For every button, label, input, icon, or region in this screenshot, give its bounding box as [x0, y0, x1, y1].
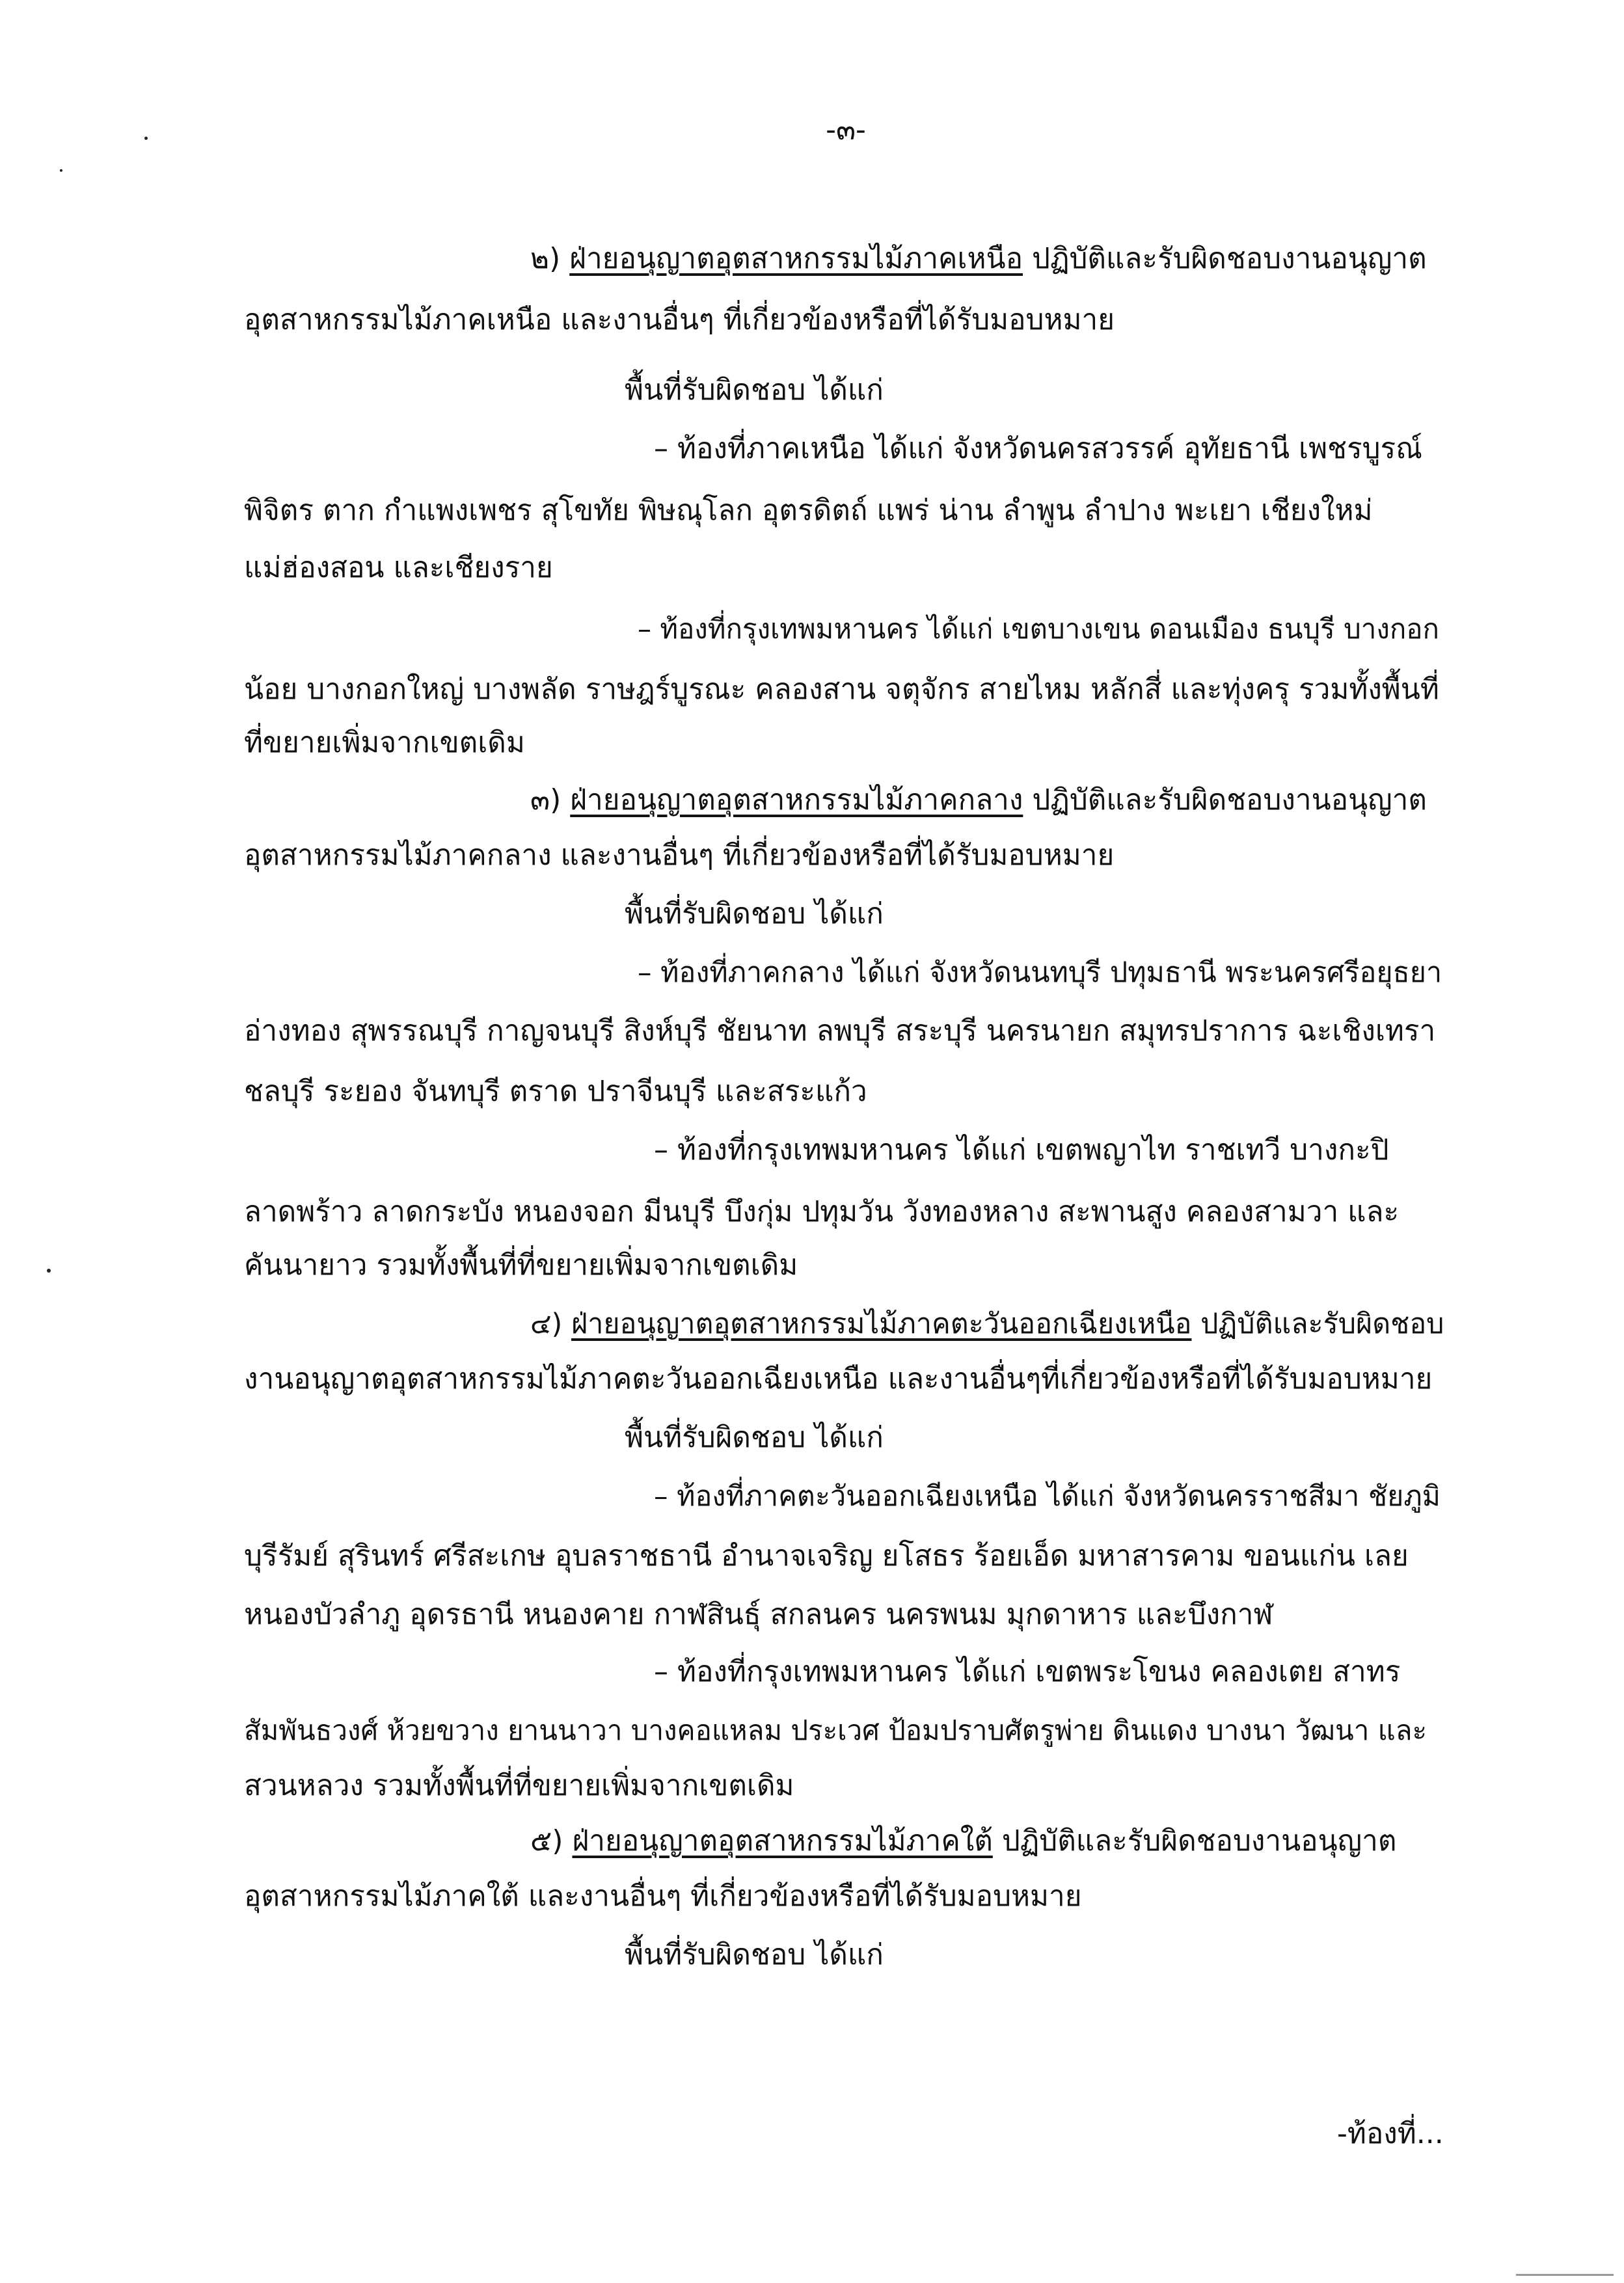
section-heading-line [530, 239, 1427, 278]
area-label: พื้นที่รับผิดชอบ ได้แก่ [625, 373, 884, 407]
scan-speck [1516, 2274, 1614, 2276]
bkk-area-line: คันนายาว รวมทั้งพื้นที่ที่ขยายเพิ่มจากเขตเดิม [244, 1249, 798, 1282]
area-label: พื้นที่รับผิดชอบ ได้แก่ [625, 1938, 884, 1971]
section-number: ๒) [530, 242, 561, 275]
bkk-area-line: น้อย บางกอกใหญ่ บางพลัด ราษฎร์บูรณะ คลองสาน จตุจักร สายไหม หลักสี่ และทุ่งครุ รวมทั้งพื้นที่ [244, 673, 1439, 706]
region-area-line: แม่ฮ่องสอน และเชียงราย [244, 551, 553, 584]
section-duty-continued: อุตสาหกรรมไม้ภาคเหนือ และงานอื่นๆ ที่เกี่ยวข้องหรือที่ได้รับมอบหมาย [244, 303, 1115, 336]
region-area-line: บุรีรัมย์ สุรินทร์ ศรีสะเกษ อุบลราชธานี อำนาจเจริญ ยโสธร ร้อยเอ็ด มหาสารคาม ขอนแก่น เลย [244, 1539, 1409, 1573]
section-heading: ฝ่ายอนุญาตอุตสาหกรรมไม้ภาคใต้ [572, 1824, 993, 1857]
region-area-first: – ท้องที่ภาคกลาง ได้แก่ จังหวัดนนทบุรี ปทุมธานี พระนครศรีอยุธยา [638, 956, 1442, 989]
section-heading-line [530, 781, 1427, 820]
section-duty: ปฏิบัติและรับผิดชอบงานอนุญาต [1001, 1824, 1397, 1857]
section-heading: ฝ่ายอนุญาตอุตสาหกรรมไม้ภาคเหนือ [569, 242, 1023, 275]
section-duty-continued: อุตสาหกรรมไม้ภาคกลาง และงานอื่นๆ ที่เกี่ยวข้องหรือที่ได้รับมอบหมาย [244, 839, 1115, 872]
continuation-marker: -ท้องที่... [1337, 2117, 1444, 2150]
region-area-first: – ท้องที่ภาคตะวันออกเฉียงเหนือ ได้แก่ จังหวัดนครราชสีมา ชัยภูมิ [654, 1480, 1441, 1513]
region-area-first: – ท้องที่ภาคเหนือ ได้แก่ จังหวัดนครสวรรค์ อุทัยธานี เพชรบูรณ์ [654, 432, 1422, 465]
section-duty-continued: งานอนุญาตอุตสาหกรรมไม้ภาคตะวันออกเฉียงเหนือ และงานอื่นๆที่เกี่ยวข้องหรือที่ได้รับมอบหมาย [244, 1362, 1433, 1396]
section-duty: ปฏิบัติและรับผิดชอบ [1200, 1308, 1444, 1340]
bkk-area-line: ลาดพร้าว ลาดกระบัง หนองจอก มีนบุรี บึงกุ่ม ปทุมวัน วังทองหลาง สะพานสูง คลองสามวา และ [244, 1195, 1400, 1228]
bkk-area-line: สวนหลวง รวมทั้งพื้นที่ที่ขยายเพิ่มจากเขตเดิม [244, 1769, 794, 1802]
scan-speck [60, 169, 62, 172]
bkk-area-line: ที่ขยายเพิ่มจากเขตเดิม [244, 726, 525, 759]
bkk-area-line: สัมพันธวงศ์ ห้วยขวาง ยานนาวา บางคอแหลม ประเวศ ป้อมปราบศัตรูพ่าย ดินแดง บางนา วัฒนา และ [244, 1714, 1427, 1746]
scan-speck [47, 1269, 51, 1273]
scan-speck [144, 137, 148, 140]
section-heading: ฝ่ายอนุญาตอุตสาหกรรมไม้ภาคกลาง [570, 783, 1023, 817]
section-heading-line [530, 1822, 1396, 1861]
section-number: ๕) [530, 1824, 563, 1857]
area-label: พื้นที่รับผิดชอบ ได้แก่ [625, 897, 884, 930]
bkk-area-first: – ท้องที่กรุงเทพมหานคร ได้แก่ เขตพญาไท ราชเทวี บางกะปิ [654, 1133, 1389, 1167]
page-number: -๓- [826, 113, 866, 146]
section-heading: ฝ่ายอนุญาตอุตสาหกรรมไม้ภาคตะวันออกเฉียงเหนือ [571, 1308, 1192, 1340]
section-number: ๓) [530, 783, 562, 817]
section-duty: ปฏิบัติและรับผิดชอบงานอนุญาต [1032, 783, 1427, 817]
region-area-line: ชลบุรี ระยอง จันทบุรี ตราด ปราจีนบุรี และสระแก้ว [244, 1075, 867, 1108]
area-label: พื้นที่รับผิดชอบ ได้แก่ [625, 1421, 884, 1454]
section-number: ๔) [530, 1308, 563, 1340]
region-area-line: พิจิตร ตาก กำแพงเพชร สุโขทัย พิษณุโลก อุตรดิตถ์ แพร่ น่าน ลำพูน ลำปาง พะเยา เชียงใหม่ [244, 494, 1373, 527]
section-heading-line [530, 1304, 1444, 1344]
bkk-area-first: – ท้องที่กรุงเทพมหานคร ได้แก่ เขตบางเขน ดอนเมือง ธนบุรี บางกอก [638, 613, 1439, 645]
section-duty-continued: อุตสาหกรรมไม้ภาคใต้ และงานอื่นๆ ที่เกี่ยวข้องหรือที่ได้รับมอบหมาย [244, 1880, 1082, 1913]
region-area-line: อ่างทอง สุพรรณบุรี กาญจนบุรี สิงห์บุรี ชัยนาท ลพบุรี สระบุรี นครนายก สมุทรปราการ ฉะเชิงเทรา [244, 1014, 1436, 1047]
bkk-area-first: – ท้องที่กรุงเทพมหานคร ได้แก่ เขตพระโขนง คลองเตย สาทร [654, 1655, 1401, 1688]
region-area-line: หนองบัวลำภู อุดรธานี หนองคาย กาฬสินธุ์ สกลนคร นครพนม มุกดาหาร และบึงกาฬ [244, 1598, 1273, 1631]
section-duty: ปฏิบัติและรับผิดชอบงานอนุญาต [1032, 242, 1427, 275]
